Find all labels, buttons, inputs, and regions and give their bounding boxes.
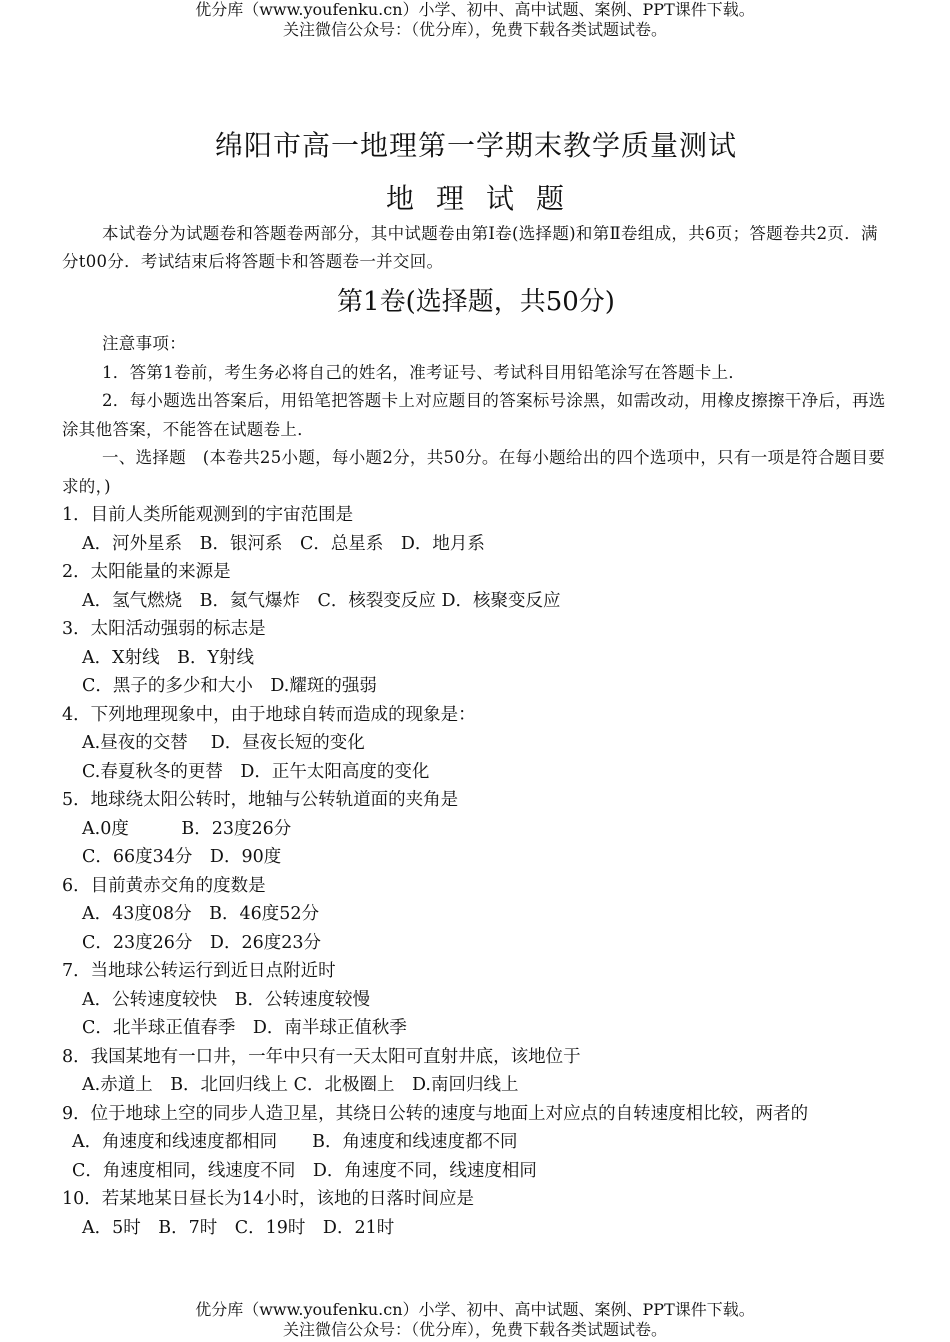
question-options: C.春夏秋冬的更替 D．正午太阳高度的变化 <box>82 761 430 782</box>
page-footer <box>0 1300 950 1340</box>
question-options: C．角速度相同，线速度不同 D．角速度不同，线速度相同 <box>72 1160 537 1181</box>
question-stem: 8．我国某地有一口井，一年中只有一天太阳可直射井底，该地位于 <box>62 1046 581 1067</box>
question-options: C．北半球正值春季 D．南半球正值秋季 <box>82 1018 407 1038</box>
question-stem: 6．目前黄赤交角的度数是 <box>62 875 266 896</box>
page-header <box>0 0 950 40</box>
question-stem: 5．地球绕太阳公转时，地轴与公转轨道面的夹角是 <box>62 790 459 810</box>
exam-title: 绵阳市高一地理第一学期末教学质量测试 <box>214 129 737 162</box>
question-options: A．河外星系 B．银河系 C．总星系 D．地月系 <box>82 533 485 554</box>
exam-content <box>62 126 890 1242</box>
question-options: C．66度34分 D．90度 <box>82 847 282 867</box>
question <box>62 701 890 787</box>
question <box>62 1100 890 1186</box>
question-stem: 2．太阳能量的来源是 <box>62 562 231 582</box>
notes-item-1: 1．答第1卷前，考生务必将自己的姓名，准考证号、考试科目用铅笔涂写在答题卡上． <box>102 362 746 382</box>
header-line-1: 优分库（www.youfenku.cn）小学、初中、高中试题、案例、PPT课件下载。 <box>195 0 755 19</box>
notes-instructions: 一、选择题 (本卷共25小题，每小题2分，共50分。在每小题给出的四个选项中，只有一项是符合题目要求的，) <box>62 448 886 496</box>
question-options: C．黑子的多少和大小 D.耀斑的强弱 <box>82 676 377 696</box>
question-options: C．23度26分 D．26度23分 <box>82 932 321 953</box>
question <box>62 957 890 1043</box>
question-stem: 9．位于地球上空的同步人造卫星，其绕日公转的速度与地面上对应点的自转速度相比较，两者的 <box>62 1103 809 1124</box>
question-options: A．角速度和线速度都相同 B．角速度和线速度都不同 <box>72 1132 518 1152</box>
notes-block <box>62 330 890 501</box>
question-stem: 3．太阳活动强弱的标志是 <box>62 619 266 639</box>
question <box>62 501 890 558</box>
question-options: A．5时 B．7时 C．19时 D．21时 <box>82 1217 395 1238</box>
question <box>62 872 890 958</box>
question-options: A．公转速度较快 B．公转速度较慢 <box>82 989 370 1010</box>
footer-line-2: 关注微信公众号：（优分库），免费下载各类试题试卷。 <box>282 1320 667 1339</box>
question <box>62 558 890 615</box>
question-options: A.0度 B．23度26分 <box>82 818 292 839</box>
question-options: A．氢气燃烧 B．氦气爆炸 C．核裂变反应 D．核聚变反应 <box>82 590 561 611</box>
question <box>62 1043 890 1100</box>
question-options: A.昼夜的交替 D．昼夜长短的变化 <box>82 733 365 753</box>
question-options: A．X射线 B．Y射线 <box>82 647 255 668</box>
notes-heading: 注意事项： <box>102 334 186 353</box>
question-list <box>62 501 890 1242</box>
footer-line-1: 优分库（www.youfenku.cn）小学、初中、高中试题、案例、PPT课件下载。 <box>195 1300 755 1319</box>
question <box>62 786 890 872</box>
question-stem: 10．若某地某日昼长为14小时，该地的日落时间应是 <box>62 1189 475 1209</box>
subject-title: 地理试题 <box>385 182 586 215</box>
question-options: A.赤道上 B．北回归线上 C．北极圈上 D.南回归线上 <box>82 1075 519 1095</box>
exam-intro: 本试卷分为试题卷和答题卷两部分，其中试题卷由第Ⅰ卷(选择题)和第Ⅱ卷组成，共6页；答题卷共2页．满分t00分．考试结束后将答题卡和答题卷一并交回。 <box>62 224 878 271</box>
question <box>62 615 890 701</box>
question-stem: 4．下列地理现象中，由于地球自转而造成的现象是： <box>62 704 476 725</box>
question-options: A．43度08分 B．46度52分 <box>82 904 320 924</box>
question-stem: 1．目前人类所能观测到的宇宙范围是 <box>62 505 354 525</box>
section-title: 第1卷(选择题，共50分) <box>337 287 615 317</box>
question <box>62 1185 890 1242</box>
header-line-2: 关注微信公众号：（优分库），免费下载各类试题试卷。 <box>282 20 667 39</box>
notes-item-2: 2．每小题选出答案后，用铅笔把答题卡上对应题目的答案标号涂黑，如需改动，用橡皮擦擦干净后，再选涂其他答案，不能答在试题卷上． <box>62 391 886 439</box>
question-stem: 7．当地球公转运行到近日点附近时 <box>62 961 336 981</box>
